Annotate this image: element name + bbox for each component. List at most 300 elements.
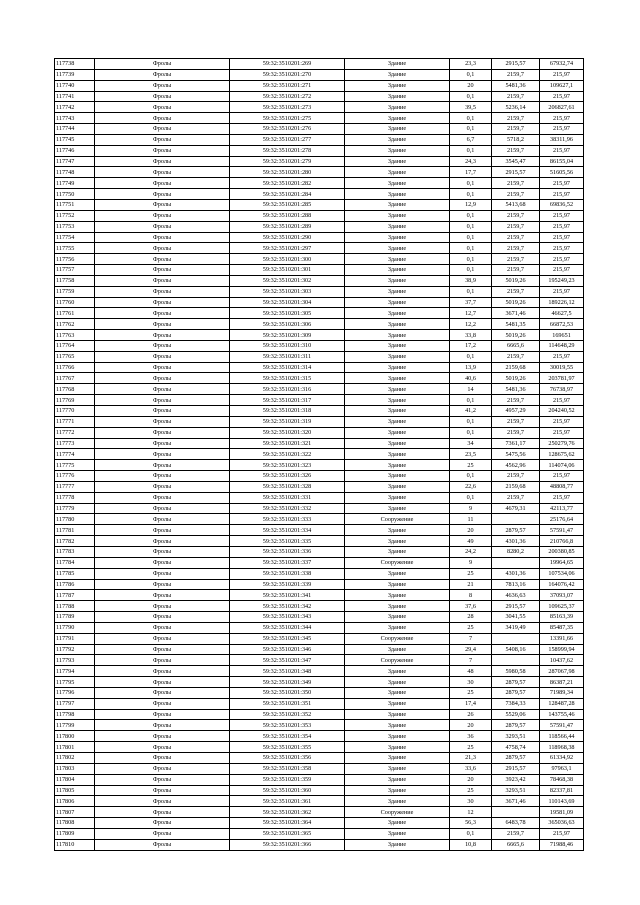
cadastral-value-cell: 42113,77 xyxy=(540,503,584,514)
cadastral-value-cell: 164076,42 xyxy=(540,579,584,590)
table-row xyxy=(55,774,584,785)
object-type-cell: Здание xyxy=(345,406,450,417)
unit-value-cell: 2159,7 xyxy=(492,145,540,156)
cadastral-value-cell: 110143,69 xyxy=(540,796,584,807)
table-row xyxy=(55,416,584,427)
cadastral-value-cell: 215,97 xyxy=(540,124,584,135)
row-id-cell: 117738 xyxy=(55,59,95,70)
row-id-cell: 117753 xyxy=(55,221,95,232)
unit-value-cell: 5236,14 xyxy=(492,102,540,113)
area-cell: 25 xyxy=(450,622,492,633)
unit-value-cell: 5718,2 xyxy=(492,134,540,145)
row-id-cell: 117798 xyxy=(55,709,95,720)
unit-value-cell: 6665,6 xyxy=(492,340,540,351)
unit-value-cell: 4679,31 xyxy=(492,503,540,514)
unit-value-cell: 5019,26 xyxy=(492,373,540,384)
cadastral-number-cell: 59:32:3510201:349 xyxy=(230,677,345,688)
locality-cell: Фролы xyxy=(95,340,230,351)
object-type-cell: Здание xyxy=(345,612,450,623)
cadastral-value-cell: 215,97 xyxy=(540,210,584,221)
cadastral-number-cell: 59:32:3510201:328 xyxy=(230,481,345,492)
row-id-cell: 117748 xyxy=(55,167,95,178)
area-cell: 0,1 xyxy=(450,69,492,80)
area-cell: 0,1 xyxy=(450,254,492,265)
row-id-cell: 117762 xyxy=(55,319,95,330)
locality-cell: Фролы xyxy=(95,525,230,536)
unit-value-cell: 2159,7 xyxy=(492,828,540,839)
cadastral-number-cell: 59:32:3510201:360 xyxy=(230,785,345,796)
row-id-cell: 117784 xyxy=(55,557,95,568)
area-cell: 22,6 xyxy=(450,481,492,492)
row-id-cell: 117744 xyxy=(55,124,95,135)
object-type-cell: Здание xyxy=(345,351,450,362)
cadastral-number-cell: 59:32:3510201:354 xyxy=(230,731,345,742)
locality-cell: Фролы xyxy=(95,286,230,297)
cadastral-value-cell: 215,97 xyxy=(540,232,584,243)
unit-value-cell: 2159,7 xyxy=(492,395,540,406)
area-cell: 23,5 xyxy=(450,449,492,460)
cadastral-value-cell: 128487,28 xyxy=(540,698,584,709)
cadastral-value-cell: 215,97 xyxy=(540,492,584,503)
table-row xyxy=(55,622,584,633)
unit-value-cell: 5019,26 xyxy=(492,330,540,341)
object-type-cell: Сооружение xyxy=(345,557,450,568)
cadastral-value-cell: 200380,85 xyxy=(540,546,584,557)
cadastral-value-cell: 189226,12 xyxy=(540,297,584,308)
table-row xyxy=(55,546,584,557)
row-id-cell: 117778 xyxy=(55,492,95,503)
cadastral-number-cell: 59:32:3510201:270 xyxy=(230,69,345,80)
row-id-cell: 117752 xyxy=(55,210,95,221)
unit-value-cell: 5019,26 xyxy=(492,297,540,308)
object-type-cell: Здание xyxy=(345,189,450,200)
cadastral-number-cell: 59:32:3510201:279 xyxy=(230,156,345,167)
area-cell: 12,7 xyxy=(450,308,492,319)
area-cell: 30 xyxy=(450,796,492,807)
object-type-cell: Здание xyxy=(345,384,450,395)
unit-value-cell: 7813,16 xyxy=(492,579,540,590)
table-row xyxy=(55,449,584,460)
area-cell: 7 xyxy=(450,655,492,666)
area-cell: 25 xyxy=(450,568,492,579)
area-cell: 49 xyxy=(450,536,492,547)
unit-value-cell: 3419,49 xyxy=(492,622,540,633)
area-cell: 28 xyxy=(450,612,492,623)
table-row xyxy=(55,438,584,449)
cadastral-number-cell: 59:32:3510201:269 xyxy=(230,59,345,70)
object-type-cell: Здание xyxy=(345,796,450,807)
row-id-cell: 117741 xyxy=(55,91,95,102)
object-type-cell: Здание xyxy=(345,438,450,449)
area-cell: 29,4 xyxy=(450,644,492,655)
table-row xyxy=(55,839,584,850)
unit-value-cell: 2159,7 xyxy=(492,286,540,297)
area-cell: 56,3 xyxy=(450,818,492,829)
unit-value-cell: 5980,58 xyxy=(492,666,540,677)
row-id-cell: 117739 xyxy=(55,69,95,80)
cadastral-value-cell: 118566,44 xyxy=(540,731,584,742)
cadastral-number-cell: 59:32:3510201:319 xyxy=(230,416,345,427)
area-cell: 37,7 xyxy=(450,297,492,308)
locality-cell: Фролы xyxy=(95,265,230,276)
locality-cell: Фролы xyxy=(95,319,230,330)
unit-value-cell: 4562,96 xyxy=(492,460,540,471)
object-type-cell: Здание xyxy=(345,80,450,91)
locality-cell: Фролы xyxy=(95,785,230,796)
cadastral-number-cell: 59:32:3510201:358 xyxy=(230,763,345,774)
locality-cell: Фролы xyxy=(95,536,230,547)
locality-cell: Фролы xyxy=(95,481,230,492)
table-row xyxy=(55,275,584,286)
unit-value-cell: 5413,68 xyxy=(492,199,540,210)
row-id-cell: 117781 xyxy=(55,525,95,536)
cadastral-number-cell: 59:32:3510201:339 xyxy=(230,579,345,590)
locality-cell: Фролы xyxy=(95,828,230,839)
table-row xyxy=(55,134,584,145)
cadastral-value-cell: 66872,53 xyxy=(540,319,584,330)
unit-value-cell: 3041,55 xyxy=(492,612,540,623)
unit-value-cell: 2159,7 xyxy=(492,189,540,200)
cadastral-number-cell: 59:32:3510201:301 xyxy=(230,265,345,276)
area-cell: 0,1 xyxy=(450,286,492,297)
table-row xyxy=(55,698,584,709)
table-row xyxy=(55,232,584,243)
cadastral-number-cell: 59:32:3510201:322 xyxy=(230,449,345,460)
locality-cell: Фролы xyxy=(95,189,230,200)
unit-value-cell: 2159,7 xyxy=(492,265,540,276)
object-type-cell: Здание xyxy=(345,481,450,492)
object-type-cell: Здание xyxy=(345,297,450,308)
unit-value-cell: 2159,7 xyxy=(492,416,540,427)
table-row xyxy=(55,785,584,796)
unit-value-cell: 2879,57 xyxy=(492,720,540,731)
locality-cell: Фролы xyxy=(95,655,230,666)
row-id-cell: 117755 xyxy=(55,243,95,254)
locality-cell: Фролы xyxy=(95,178,230,189)
area-cell: 24,2 xyxy=(450,546,492,557)
unit-value-cell: 3671,46 xyxy=(492,308,540,319)
cadastral-number-cell: 59:32:3510201:273 xyxy=(230,102,345,113)
cadastral-number-cell: 59:32:3510201:280 xyxy=(230,167,345,178)
cadastral-number-cell: 59:32:3510201:362 xyxy=(230,807,345,818)
cadastral-number-cell: 59:32:3510201:345 xyxy=(230,633,345,644)
row-id-cell: 117761 xyxy=(55,308,95,319)
locality-cell: Фролы xyxy=(95,731,230,742)
unit-value-cell: 8280,2 xyxy=(492,546,540,557)
area-cell: 25 xyxy=(450,742,492,753)
unit-value-cell: 5481,35 xyxy=(492,319,540,330)
cadastral-number-cell: 59:32:3510201:305 xyxy=(230,308,345,319)
unit-value-cell: 2915,57 xyxy=(492,59,540,70)
unit-value-cell: 7361,17 xyxy=(492,438,540,449)
object-type-cell: Здание xyxy=(345,91,450,102)
unit-value-cell: 2879,57 xyxy=(492,753,540,764)
locality-cell: Фролы xyxy=(95,438,230,449)
object-type-cell: Здание xyxy=(345,221,450,232)
object-type-cell: Здание xyxy=(345,644,450,655)
row-id-cell: 117773 xyxy=(55,438,95,449)
table-row xyxy=(55,655,584,666)
cadastral-value-cell: 19581,09 xyxy=(540,807,584,818)
object-type-cell: Здание xyxy=(345,308,450,319)
object-type-cell: Здание xyxy=(345,742,450,753)
locality-cell: Фролы xyxy=(95,807,230,818)
area-cell: 37,6 xyxy=(450,601,492,612)
cadastral-number-cell: 59:32:3510201:351 xyxy=(230,698,345,709)
row-id-cell: 117776 xyxy=(55,471,95,482)
object-type-cell: Здание xyxy=(345,59,450,70)
cadastral-number-cell: 59:32:3510201:318 xyxy=(230,406,345,417)
unit-value-cell: 4957,29 xyxy=(492,406,540,417)
cadastral-value-cell: 204240,52 xyxy=(540,406,584,417)
locality-cell: Фролы xyxy=(95,395,230,406)
cadastral-value-cell: 206827,61 xyxy=(540,102,584,113)
object-type-cell: Здание xyxy=(345,492,450,503)
cadastral-value-cell: 365036,63 xyxy=(540,818,584,829)
unit-value-cell: 5408,16 xyxy=(492,644,540,655)
object-type-cell: Сооружение xyxy=(345,655,450,666)
cadastral-number-cell: 59:32:3510201:323 xyxy=(230,460,345,471)
unit-value-cell: 3923,42 xyxy=(492,774,540,785)
row-id-cell: 117783 xyxy=(55,546,95,557)
cadastral-value-cell: 215,97 xyxy=(540,416,584,427)
cadastral-number-cell: 59:32:3510201:321 xyxy=(230,438,345,449)
unit-value-cell: 2159,7 xyxy=(492,471,540,482)
row-id-cell: 117793 xyxy=(55,655,95,666)
object-type-cell: Здание xyxy=(345,720,450,731)
area-cell: 36 xyxy=(450,731,492,742)
locality-cell: Фролы xyxy=(95,308,230,319)
area-cell: 0,1 xyxy=(450,427,492,438)
cadastral-value-cell: 195249,23 xyxy=(540,275,584,286)
table-row xyxy=(55,124,584,135)
table-row xyxy=(55,525,584,536)
unit-value-cell xyxy=(492,557,540,568)
area-cell: 12,2 xyxy=(450,319,492,330)
locality-cell: Фролы xyxy=(95,633,230,644)
locality-cell: Фролы xyxy=(95,514,230,525)
cadastral-number-cell: 59:32:3510201:353 xyxy=(230,720,345,731)
object-type-cell: Здание xyxy=(345,818,450,829)
cadastral-number-cell: 59:32:3510201:333 xyxy=(230,514,345,525)
unit-value-cell: 2159,7 xyxy=(492,232,540,243)
cadastral-number-cell: 59:32:3510201:272 xyxy=(230,91,345,102)
row-id-cell: 117795 xyxy=(55,677,95,688)
object-type-cell: Здание xyxy=(345,622,450,633)
unit-value-cell xyxy=(492,655,540,666)
unit-value-cell: 2159,7 xyxy=(492,178,540,189)
row-id-cell: 117765 xyxy=(55,351,95,362)
cadastral-value-cell: 158999,94 xyxy=(540,644,584,655)
cadastral-number-cell: 59:32:3510201:282 xyxy=(230,178,345,189)
table-row xyxy=(55,319,584,330)
locality-cell: Фролы xyxy=(95,373,230,384)
cadastral-value-cell: 85487,35 xyxy=(540,622,584,633)
area-cell: 40,6 xyxy=(450,373,492,384)
object-type-cell: Здание xyxy=(345,210,450,221)
object-type-cell: Здание xyxy=(345,731,450,742)
cadastral-value-cell: 109627,1 xyxy=(540,80,584,91)
row-id-cell: 117780 xyxy=(55,514,95,525)
locality-cell: Фролы xyxy=(95,254,230,265)
table-row xyxy=(55,286,584,297)
cadastral-number-cell: 59:32:3510201:276 xyxy=(230,124,345,135)
row-id-cell: 117740 xyxy=(55,80,95,91)
locality-cell: Фролы xyxy=(95,297,230,308)
unit-value-cell: 2159,7 xyxy=(492,254,540,265)
row-id-cell: 117758 xyxy=(55,275,95,286)
cadastral-value-cell: 71989,34 xyxy=(540,687,584,698)
area-cell: 9 xyxy=(450,503,492,514)
cadastral-number-cell: 59:32:3510201:334 xyxy=(230,525,345,536)
locality-cell: Фролы xyxy=(95,601,230,612)
table-row xyxy=(55,145,584,156)
cadastral-number-cell: 59:32:3510201:356 xyxy=(230,753,345,764)
object-type-cell: Здание xyxy=(345,156,450,167)
row-id-cell: 117764 xyxy=(55,340,95,351)
unit-value-cell: 6665,6 xyxy=(492,839,540,850)
row-id-cell: 117810 xyxy=(55,839,95,850)
unit-value-cell: 2159,7 xyxy=(492,351,540,362)
area-cell: 14 xyxy=(450,384,492,395)
locality-cell: Фролы xyxy=(95,503,230,514)
locality-cell: Фролы xyxy=(95,492,230,503)
object-type-cell: Здание xyxy=(345,471,450,482)
cadastral-value-cell: 38311,96 xyxy=(540,134,584,145)
cadastral-value-cell: 48808,77 xyxy=(540,481,584,492)
area-cell: 0,1 xyxy=(450,395,492,406)
cadastral-number-cell: 59:32:3510201:290 xyxy=(230,232,345,243)
cadastral-number-cell: 59:32:3510201:314 xyxy=(230,362,345,373)
cadastral-value-cell: 128675,62 xyxy=(540,449,584,460)
unit-value-cell: 2879,57 xyxy=(492,687,540,698)
cadastral-number-cell: 59:32:3510201:343 xyxy=(230,612,345,623)
object-type-cell: Здание xyxy=(345,709,450,720)
unit-value-cell: 2159,68 xyxy=(492,481,540,492)
cadastral-value-cell: 215,97 xyxy=(540,828,584,839)
locality-cell: Фролы xyxy=(95,167,230,178)
locality-cell: Фролы xyxy=(95,720,230,731)
row-id-cell: 117788 xyxy=(55,601,95,612)
cadastral-value-cell: 143755,46 xyxy=(540,709,584,720)
unit-value-cell: 2159,7 xyxy=(492,210,540,221)
table-row xyxy=(55,601,584,612)
table-row xyxy=(55,189,584,200)
table-row xyxy=(55,557,584,568)
table-body xyxy=(55,59,584,851)
cadastral-number-cell: 59:32:3510201:335 xyxy=(230,536,345,547)
area-cell: 0,1 xyxy=(450,265,492,276)
cadastral-number-cell: 59:32:3510201:275 xyxy=(230,113,345,124)
area-cell: 20 xyxy=(450,720,492,731)
cadastral-number-cell: 59:32:3510201:315 xyxy=(230,373,345,384)
cadastral-number-cell: 59:32:3510201:317 xyxy=(230,395,345,406)
locality-cell: Фролы xyxy=(95,406,230,417)
table-row xyxy=(55,796,584,807)
area-cell: 12 xyxy=(450,807,492,818)
locality-cell: Фролы xyxy=(95,622,230,633)
area-cell: 25 xyxy=(450,785,492,796)
object-type-cell: Здание xyxy=(345,568,450,579)
table-row xyxy=(55,254,584,265)
cadastral-number-cell: 59:32:3510201:331 xyxy=(230,492,345,503)
row-id-cell: 117763 xyxy=(55,330,95,341)
unit-value-cell: 2879,57 xyxy=(492,677,540,688)
object-type-cell: Здание xyxy=(345,124,450,135)
unit-value-cell xyxy=(492,633,540,644)
cadastral-value-cell: 85163,39 xyxy=(540,612,584,623)
locality-cell: Фролы xyxy=(95,80,230,91)
cadastral-value-cell: 25176,64 xyxy=(540,514,584,525)
table-row xyxy=(55,731,584,742)
cadastral-value-cell: 10437,62 xyxy=(540,655,584,666)
table-row xyxy=(55,612,584,623)
cadastral-number-cell: 59:32:3510201:302 xyxy=(230,275,345,286)
table-row xyxy=(55,807,584,818)
locality-cell: Фролы xyxy=(95,709,230,720)
cadastral-number-cell: 59:32:3510201:350 xyxy=(230,687,345,698)
object-type-cell: Здание xyxy=(345,698,450,709)
row-id-cell: 117782 xyxy=(55,536,95,547)
locality-cell: Фролы xyxy=(95,102,230,113)
table-row xyxy=(55,373,584,384)
table-row xyxy=(55,330,584,341)
cadastral-value-cell: 215,97 xyxy=(540,91,584,102)
area-cell: 25 xyxy=(450,687,492,698)
table-row xyxy=(55,460,584,471)
cadastral-value-cell: 67932,74 xyxy=(540,59,584,70)
document-page xyxy=(54,58,583,851)
unit-value-cell: 3293,51 xyxy=(492,785,540,796)
area-cell: 9 xyxy=(450,557,492,568)
cadastral-value-cell: 13391,66 xyxy=(540,633,584,644)
locality-cell: Фролы xyxy=(95,698,230,709)
area-cell: 20 xyxy=(450,774,492,785)
cadastral-value-cell: 203781,97 xyxy=(540,373,584,384)
table-row xyxy=(55,395,584,406)
cadastral-value-cell: 215,97 xyxy=(540,69,584,80)
unit-value-cell: 2159,7 xyxy=(492,427,540,438)
cadastral-value-cell: 86387,21 xyxy=(540,677,584,688)
row-id-cell: 117772 xyxy=(55,427,95,438)
area-cell: 8 xyxy=(450,590,492,601)
object-type-cell: Здание xyxy=(345,395,450,406)
area-cell: 0,1 xyxy=(450,221,492,232)
locality-cell: Фролы xyxy=(95,330,230,341)
table-row xyxy=(55,644,584,655)
unit-value-cell xyxy=(492,514,540,525)
cadastral-number-cell: 59:32:3510201:297 xyxy=(230,243,345,254)
table-row xyxy=(55,59,584,70)
area-cell: 10,8 xyxy=(450,839,492,850)
row-id-cell: 117754 xyxy=(55,232,95,243)
unit-value-cell: 2159,7 xyxy=(492,124,540,135)
row-id-cell: 117747 xyxy=(55,156,95,167)
area-cell: 21 xyxy=(450,579,492,590)
cadastral-value-cell: 215,97 xyxy=(540,254,584,265)
object-type-cell: Здание xyxy=(345,687,450,698)
area-cell: 23,3 xyxy=(450,59,492,70)
cadastral-number-cell: 59:32:3510201:310 xyxy=(230,340,345,351)
locality-cell: Фролы xyxy=(95,666,230,677)
object-type-cell: Здание xyxy=(345,503,450,514)
object-type-cell: Здание xyxy=(345,460,450,471)
row-id-cell: 117786 xyxy=(55,579,95,590)
unit-value-cell: 5481,36 xyxy=(492,384,540,395)
locality-cell: Фролы xyxy=(95,818,230,829)
object-type-cell: Сооружение xyxy=(345,633,450,644)
locality-cell: Фролы xyxy=(95,677,230,688)
